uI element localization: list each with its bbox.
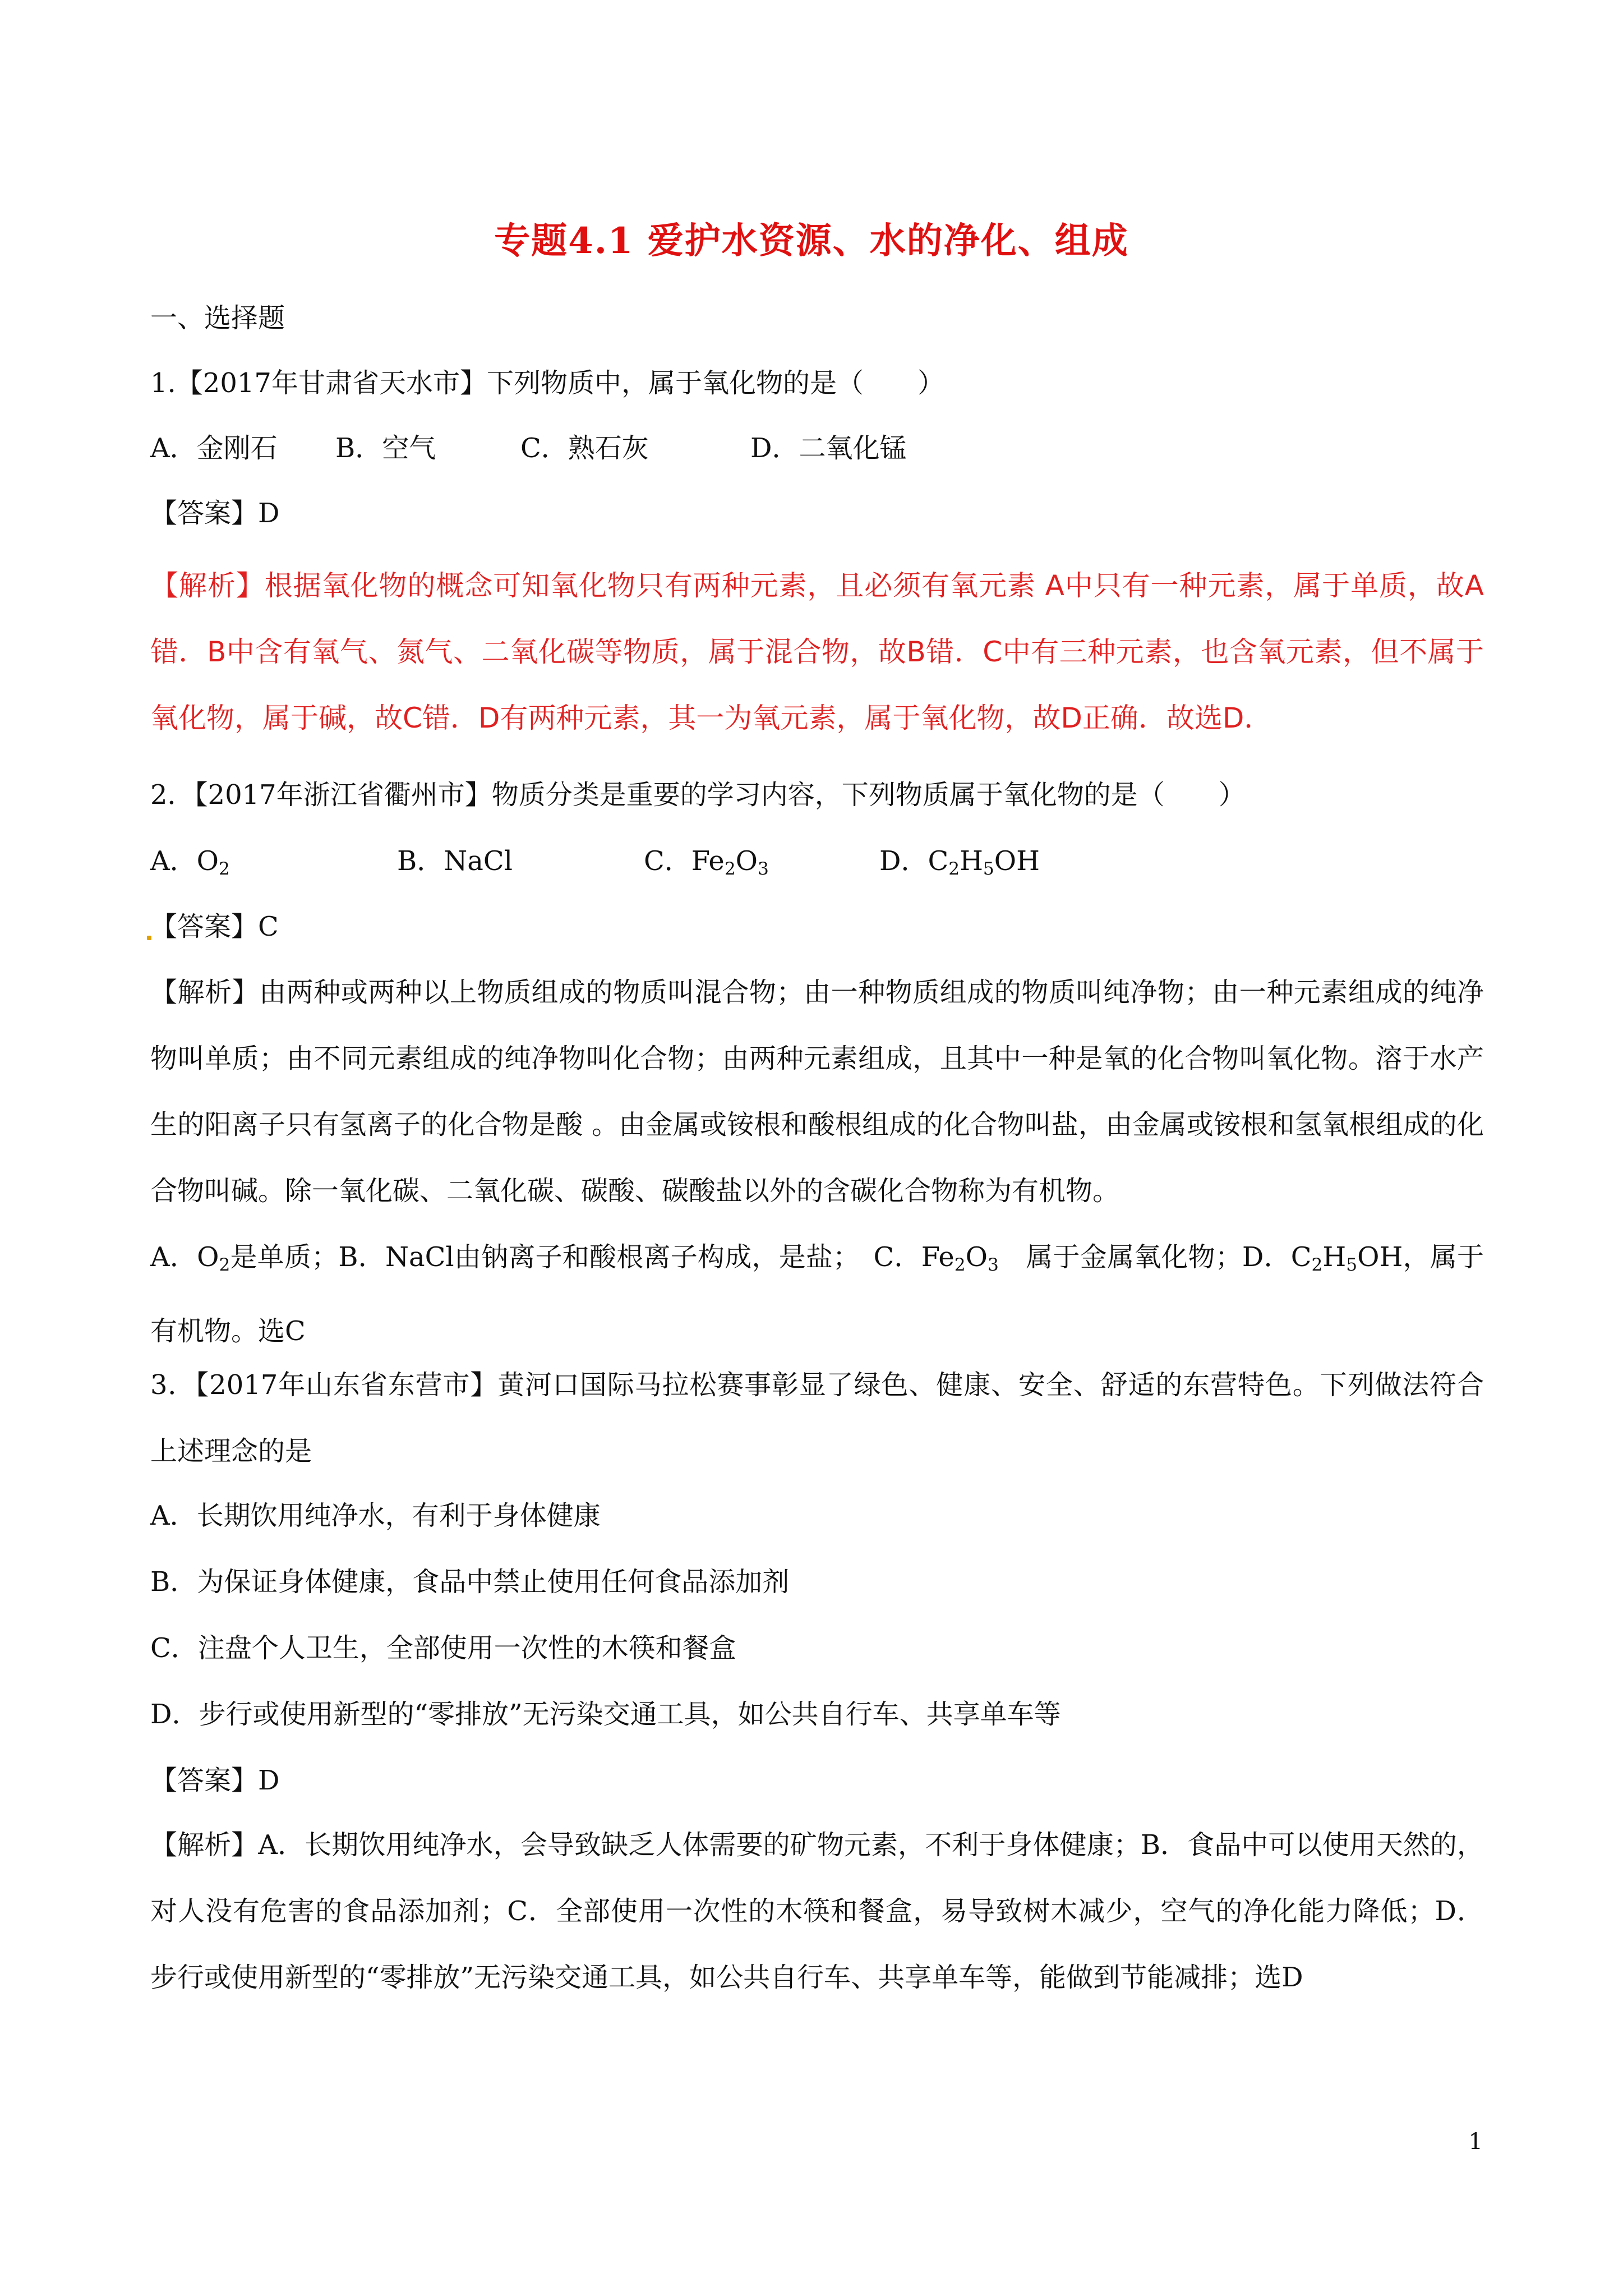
question-2-analysis-tail: A．$O_2$是单质；B．NaCl由钠离子和酸根离子构成，是盐； C．$Fe_2O_3$ 属于金属氧化物；D．$C_2H_5OH$，属于有机物。选C: [150, 1241, 1484, 1347]
question-3-option-c: C．注盘个人卫生，全部使用一次性的木筷和餐盒: [150, 1632, 736, 1664]
question-2-option-a: A．$O_2$: [150, 845, 230, 879]
question-1-option-c: C．熟石灰: [520, 432, 649, 464]
question-2-option-d: D．$C_2H_5OH$: [879, 845, 1040, 879]
question-3-stem: 3．【2017年山东省东营市】黄河口国际马拉松赛事彰显了绿色、健康、安全、舒适的东营特色。下列做法符合上述理念的是: [150, 1369, 1484, 1467]
question-2-analysis-text: 【解析】由两种或两种以上物质组成的物质叫混合物；由一种物质组成的物质叫纯净物；由一种元素组成的纯净物叫单质；由不同元素组成的纯净物叫化合物；由两种元素组成，且其中一种是氧的化合物叫氧化物。溶于水产生的阳离子只有氢离子的化合物是酸 。由金属或铵根和酸根组成的化合物叫盐，由金属或铵根和氢氧根组成的化合物叫碱。除一氧化碳、二氧化碳、碳酸、碳酸盐以外的含碳化合物称为有机物。: [150, 977, 1484, 1207]
question-2-analysis: [150, 959, 1484, 1364]
question-1-option-a: A．金刚石: [150, 432, 278, 464]
question-3-option-a: A．长期饮用纯净水，有利于身体健康: [150, 1500, 601, 1531]
question-2-stem: 2．【2017年浙江省衢州市】物质分类是重要的学习内容，下列物质属于氧化物的是（ ）: [150, 779, 1246, 811]
page-number: 1: [1468, 2129, 1483, 2155]
question-3-analysis: 【解析】A．长期饮用纯净水，会导致缺乏人体需要的矿物元素，不利于身体健康；B．食品中可以使用天然的，对人没有危害的食品添加剂；C．全部使用一次性的木筷和餐盒，易导致树木减少，空气的净化能力降低；D．步行或使用新型的“零排放”无污染交通工具，如公共自行车、共享单车等，能做到节能减排；选D: [150, 1829, 1484, 1993]
question-1-answer: 【答案】D: [150, 498, 280, 529]
question-2-option-c: C．$Fe_2O_3$: [644, 845, 769, 879]
question-1-options: [150, 430, 907, 466]
question-3-option-b: B．为保证身体健康，食品中禁止使用任何食品添加剂: [150, 1566, 790, 1598]
question-1-option-d: D．二氧化锰: [750, 432, 907, 464]
document-title: 专题4.1 爱护水资源、水的净化、组成: [494, 220, 1129, 262]
question-2-answer: 【答案】C: [150, 911, 279, 942]
question-2-option-b: B．NaCl: [397, 845, 513, 877]
section-heading: 一、选择题: [150, 302, 285, 334]
question-2-options: [150, 843, 1040, 887]
question-1-analysis: 【解析】根据氧化物的概念可知氧化物只有两种元素，且必须有氧元素 A中只有一种元素，属于单质，故A错．B中含有氧气、氮气、二氧化碳等物质，属于混合物，故B错．C中有三种元素，也含氧元素，但不属于氧化物，属于碱，故C错．D有两种元素，其一为氧元素，属于氧化物，故D正确．故选D．: [150, 569, 1484, 734]
question-3-answer: 【答案】D: [150, 1765, 280, 1796]
question-1-stem: 1.【2017年甘肃省天水市】下列物质中，属于氧化物的是（ ）: [150, 367, 944, 399]
question-3-option-d: D．步行或使用新型的“零排放”无污染交通工具，如公共自行车、共享单车等: [150, 1699, 1061, 1730]
question-1-option-b: B．空气: [335, 432, 436, 464]
